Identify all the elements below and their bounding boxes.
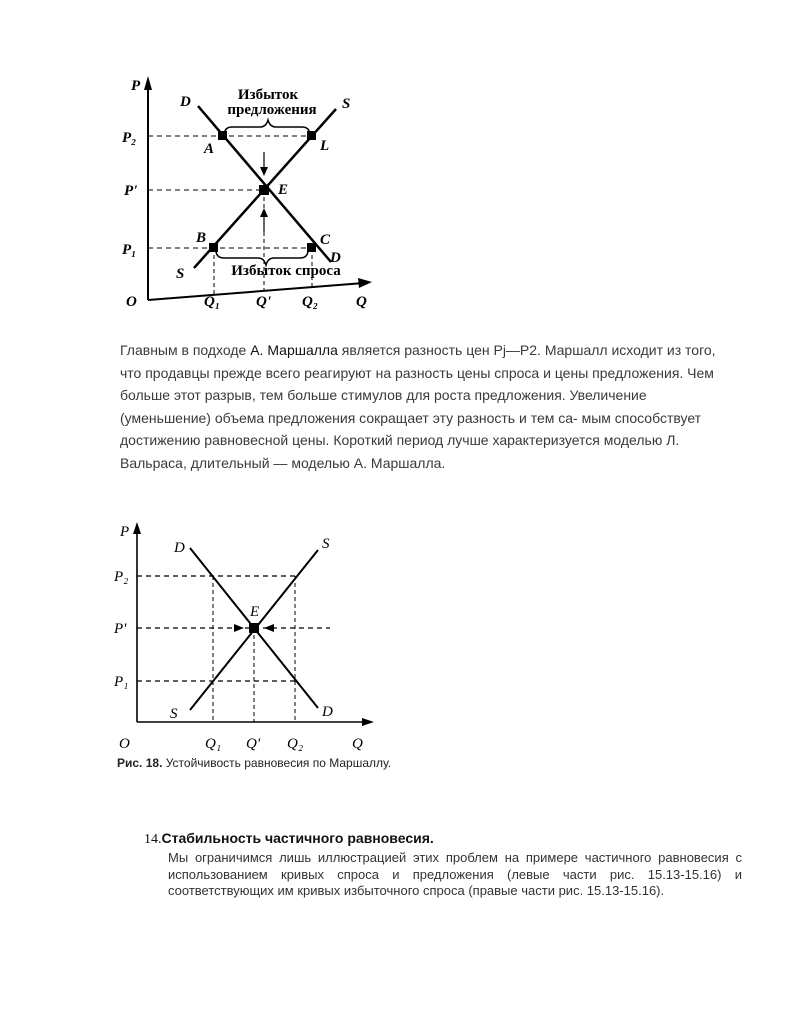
paragraph-part2: является разность цен Pj—P2. Маршалл исходит из того, что продавцы прежде всего реагируют на разность цены спроса и цены предложения. Чем больше этот разрыв, тем больше стимулов для роста предложения. Увеличение (уменьшение) объема предложения сокращает эту разность и тем са- мым способствует достижению равновесной цены. Короткий период лучше характеризуется моделью Л. Вальраса, длительный — моделью А. Маршалла. bbox=[120, 342, 716, 471]
origin-label-2: O bbox=[119, 736, 130, 752]
excess-supply-label-1: Избыток bbox=[237, 87, 299, 103]
paragraph-part1: Главным в подходе bbox=[120, 342, 251, 358]
point-e-marker bbox=[259, 185, 269, 195]
marshall-paragraph bbox=[120, 339, 730, 474]
excess-demand-label: Избыток спроса bbox=[231, 263, 341, 279]
point-c-label: C bbox=[320, 232, 331, 248]
point-e-marker-2 bbox=[249, 623, 259, 633]
paragraph-highlight: А. Маршалла bbox=[250, 342, 338, 358]
point-l-label: L bbox=[320, 138, 330, 154]
q-axis-label: Q bbox=[356, 294, 367, 310]
p-axis-arrow bbox=[144, 76, 152, 90]
caption-label: Рис. 18. bbox=[117, 756, 163, 770]
arrow-down-head bbox=[260, 167, 268, 176]
q-axis-label-2: Q bbox=[352, 736, 363, 752]
supply-top-label: S bbox=[342, 96, 351, 112]
p2-label: P₂ bbox=[122, 130, 137, 146]
p-axis-label: P bbox=[131, 78, 141, 94]
caption-text: Устойчивость равновесия по Маршаллу. bbox=[162, 756, 392, 770]
section-number: 14. bbox=[144, 832, 162, 847]
q-axis-arrow bbox=[358, 278, 372, 288]
arrow-up-head bbox=[260, 208, 268, 217]
supply-top-label-2: S bbox=[322, 536, 330, 552]
demand-bottom-label: D bbox=[330, 250, 341, 266]
p1-label: P₁ bbox=[122, 242, 137, 258]
supply-bottom-label: S bbox=[176, 266, 185, 282]
demand-top-label: D bbox=[180, 94, 191, 110]
q1-label: Q₁ bbox=[204, 294, 221, 310]
point-e-label-2: E bbox=[250, 604, 260, 620]
excess-supply-brace bbox=[224, 120, 310, 136]
demand-top-label-2: D bbox=[174, 540, 185, 556]
point-e-label: E bbox=[278, 182, 289, 198]
section-body: Мы ограничимся лишь иллюстрацией этих проблем на примере частичного равновесия с использованием кривых спроса и предложения (левые части рис. 15.13-15.16) и соответствующих им кривых избыточного спроса (правые части рис. 15.13-15.16). bbox=[168, 850, 742, 898]
figure-marshall-stability bbox=[0, 510, 800, 755]
point-l-marker bbox=[307, 131, 316, 140]
p2-label-2: P₂ bbox=[114, 569, 129, 585]
p-axis-label-2: P bbox=[120, 524, 130, 540]
figure-walras-excess bbox=[0, 0, 800, 330]
demand-bottom-label-2: D bbox=[322, 704, 333, 720]
q1-label-2: Q₁ bbox=[205, 736, 222, 752]
excess-supply-label-2: предложения bbox=[227, 102, 317, 118]
point-b-label: B bbox=[196, 230, 207, 246]
point-a-marker bbox=[218, 131, 227, 140]
origin-label: O bbox=[126, 294, 137, 310]
arrow-right-head bbox=[234, 624, 244, 632]
qprime-label: Q' bbox=[256, 294, 271, 310]
q2-label-2: Q₂ bbox=[287, 736, 304, 752]
pprime-label: P' bbox=[124, 183, 138, 199]
q-axis-2-arrow bbox=[362, 718, 374, 726]
pprime-label-2: P' bbox=[114, 621, 127, 637]
arrow-left-head bbox=[264, 624, 274, 632]
point-a-label: A bbox=[204, 141, 215, 157]
q2-label: Q₂ bbox=[302, 294, 319, 310]
figure-caption bbox=[117, 756, 391, 770]
p-axis-2-arrow bbox=[133, 522, 141, 534]
section-heading bbox=[144, 830, 434, 848]
p1-label-2: P₁ bbox=[114, 674, 129, 690]
supply-bottom-label-2: S bbox=[170, 706, 178, 722]
demand-curve bbox=[198, 106, 331, 262]
qprime-label-2: Q' bbox=[246, 736, 261, 752]
section-title: Стабильность частичного равновесия. bbox=[161, 830, 434, 846]
